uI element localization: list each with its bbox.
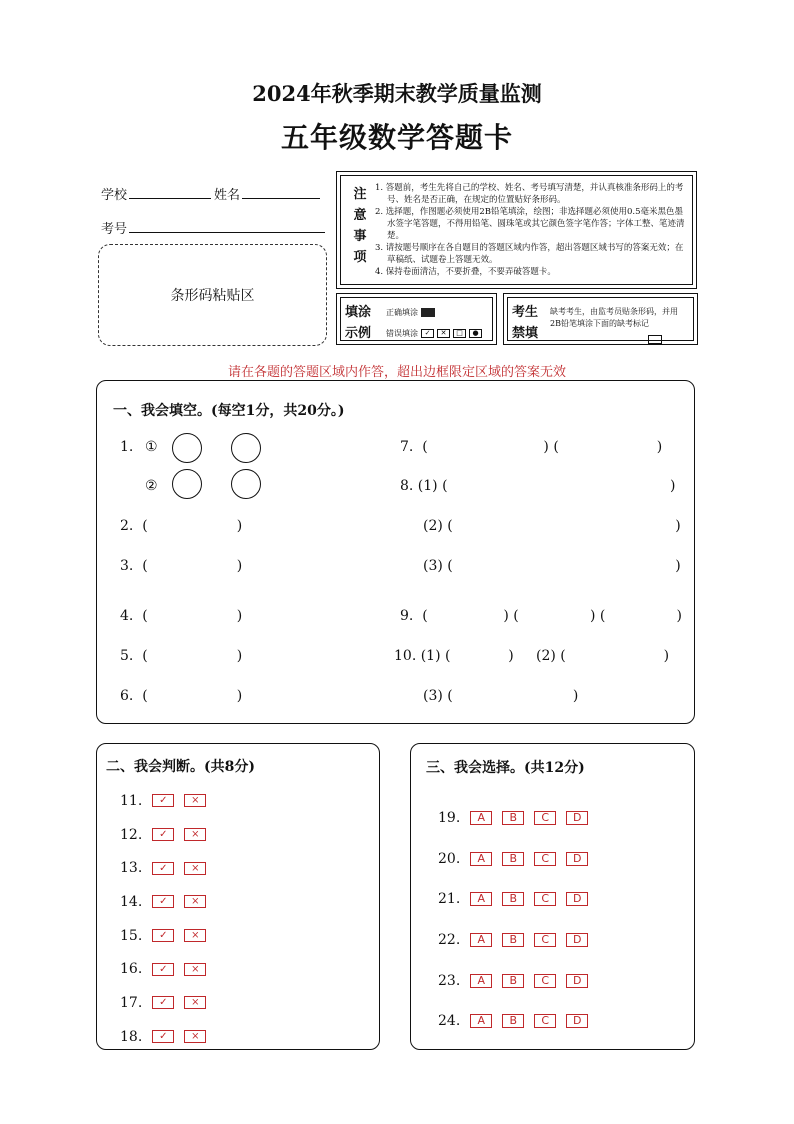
tf-row: 16. ✓ ×	[120, 952, 206, 986]
tf-row: 14. ✓ ×	[120, 885, 206, 919]
barcode-area	[98, 244, 327, 346]
fill-example-box	[336, 293, 497, 345]
tf-row: 15. ✓ ×	[120, 919, 206, 953]
cross-mark-icon: ✕	[437, 329, 450, 338]
note-item: 4. 保持卷面清洁，不要折叠，不要弄破答题卡。	[375, 267, 556, 277]
option-d[interactable]: D	[566, 933, 588, 947]
choice-row: 23. A B C D	[438, 960, 588, 1001]
question-3[interactable]: 3. ( )	[120, 558, 243, 574]
option-a[interactable]: A	[470, 892, 492, 906]
question-4[interactable]: 4. ( )	[120, 608, 243, 624]
false-option[interactable]: ×	[184, 996, 206, 1009]
false-option[interactable]: ×	[184, 895, 206, 908]
true-option[interactable]: ✓	[152, 828, 174, 841]
question-1-sub2: ②	[145, 478, 158, 494]
option-c[interactable]: C	[534, 811, 556, 825]
choice-row: 20. A B C D	[438, 839, 588, 880]
true-option[interactable]: ✓	[152, 794, 174, 807]
true-option[interactable]: ✓	[152, 895, 174, 908]
option-a[interactable]: A	[470, 811, 492, 825]
true-false-list	[120, 784, 206, 1054]
true-option[interactable]: ✓	[152, 1030, 174, 1043]
option-a[interactable]: A	[470, 933, 492, 947]
note-item: 3. 请按题号顺序在各自题目的答题区域内作答，超出答题区域书写的答案无效；在草稿纸、试题卷上答题无效。	[375, 243, 684, 265]
note-item: 2. 选择题，作图题必须使用2B铅笔填涂，绘图；非选择题必须使用0.5毫米黑色墨水签字笔答题，不得用铅笔、圆珠笔或其它颜色签字笔作答；字体工整、笔迹清楚。	[375, 207, 685, 241]
prohibited-heading: 考生 禁填	[512, 305, 539, 341]
option-b[interactable]: B	[502, 811, 524, 825]
answer-circle[interactable]	[231, 433, 261, 463]
option-a[interactable]: A	[470, 852, 492, 866]
fill-example-heading: 填涂 示例	[345, 305, 372, 341]
option-b[interactable]: B	[502, 1014, 524, 1028]
tf-row: 17. ✓ ×	[120, 986, 206, 1020]
answer-circle[interactable]	[172, 433, 202, 463]
absent-mark-box[interactable]	[648, 335, 662, 344]
multiple-choice-list	[438, 798, 588, 1042]
false-option[interactable]: ×	[184, 963, 206, 976]
empty-box-icon: □	[453, 329, 466, 338]
question-10-part1[interactable]: 10. (1) ( ) (2) ( )	[394, 648, 670, 664]
barcode-label: 条形码粘贴区	[170, 288, 255, 304]
examinee-prohibited-box	[503, 293, 698, 345]
false-option[interactable]: ×	[184, 862, 206, 875]
option-d[interactable]: D	[566, 852, 588, 866]
choice-row: 22. A B C D	[438, 920, 588, 961]
option-c[interactable]: C	[534, 852, 556, 866]
tf-row: 13. ✓ ×	[120, 851, 206, 885]
tf-row: 11. ✓ ×	[120, 784, 206, 818]
note-item: 1. 答题前，考生先将自己的学校、姓名、考号填写清楚，并认真核准条形码上的考号、姓名是否正确，在规定的位置贴好条形码。	[375, 183, 684, 205]
school-label: 学校	[101, 188, 128, 203]
option-d[interactable]: D	[566, 811, 588, 825]
option-b[interactable]: B	[502, 974, 524, 988]
name-label: 姓名	[214, 188, 241, 203]
question-8-part2[interactable]: (2) ( )	[423, 518, 681, 534]
name-field[interactable]	[242, 185, 320, 199]
false-option[interactable]: ×	[184, 828, 206, 841]
option-a[interactable]: A	[470, 974, 492, 988]
option-c[interactable]: C	[534, 974, 556, 988]
school-field[interactable]	[129, 185, 211, 199]
check-mark-icon: ✓	[421, 329, 434, 338]
option-c[interactable]: C	[534, 892, 556, 906]
option-c[interactable]: C	[534, 933, 556, 947]
option-b[interactable]: B	[502, 933, 524, 947]
option-d[interactable]: D	[566, 974, 588, 988]
true-option[interactable]: ✓	[152, 862, 174, 875]
answer-area-warning: 请在各题的答题区域内作答，超出边框限定区域的答案无效	[227, 365, 566, 380]
section1-title: 一、我会填空。(每空1分，共20分。)	[113, 403, 345, 419]
question-9[interactable]: 9. ( ) ( ) ( )	[400, 608, 682, 624]
question-5[interactable]: 5. ( )	[120, 648, 243, 664]
option-b[interactable]: B	[502, 852, 524, 866]
notes-heading: 注 意 事 项	[353, 187, 367, 265]
question-10-part3[interactable]: (3) ( )	[423, 688, 579, 704]
option-d[interactable]: D	[566, 1014, 588, 1028]
question-8-part3[interactable]: (3) ( )	[423, 558, 681, 574]
answer-circle[interactable]	[231, 469, 261, 499]
section3-title: 三、我会选择。(共12分)	[426, 760, 585, 776]
answer-circle[interactable]	[172, 469, 202, 499]
tf-row: 12. ✓ ×	[120, 818, 206, 852]
question-1-label: 1.	[120, 439, 134, 455]
question-8-part1[interactable]: 8. (1) ( )	[400, 478, 676, 494]
option-b[interactable]: B	[502, 892, 524, 906]
wrong-fill-label: 错误填涂	[386, 329, 418, 338]
exam-title: 2024年秋季期末教学质量监测	[252, 81, 542, 106]
tf-row: 18. ✓ ×	[120, 1020, 206, 1054]
section2-title: 二、我会判断。(共8分)	[106, 759, 255, 775]
question-1-sub1: ①	[145, 439, 158, 455]
false-option[interactable]: ×	[184, 929, 206, 942]
true-option[interactable]: ✓	[152, 996, 174, 1009]
answer-card-title: 五年级数学答题卡	[280, 121, 513, 154]
notes-list	[375, 182, 686, 278]
absent-instruction: 缺考考生，由监考员贴条形码，并用2B铅笔填涂下面的缺考标记	[550, 307, 678, 328]
choice-row: 21. A B C D	[438, 879, 588, 920]
option-a[interactable]: A	[470, 1014, 492, 1028]
option-c[interactable]: C	[534, 1014, 556, 1028]
exam-number-field[interactable]	[129, 219, 325, 233]
option-d[interactable]: D	[566, 892, 588, 906]
question-2[interactable]: 2. ( )	[120, 518, 243, 534]
exam-number-label: 考号	[101, 222, 128, 237]
notes-box	[336, 171, 697, 289]
choice-row: 24. A B C D	[438, 1001, 588, 1042]
dot-mark-icon: ●	[469, 329, 482, 338]
false-option[interactable]: ×	[184, 794, 206, 807]
question-7[interactable]: 7. ( ) ( )	[400, 439, 663, 455]
correct-fill-label: 正确填涂	[386, 308, 418, 317]
correct-fill-mark	[421, 308, 435, 317]
true-option[interactable]: ✓	[152, 929, 174, 942]
question-6[interactable]: 6. ( )	[120, 688, 243, 704]
true-option[interactable]: ✓	[152, 963, 174, 976]
choice-row: 19. A B C D	[438, 798, 588, 839]
false-option[interactable]: ×	[184, 1030, 206, 1043]
section-fill-in	[96, 380, 695, 724]
